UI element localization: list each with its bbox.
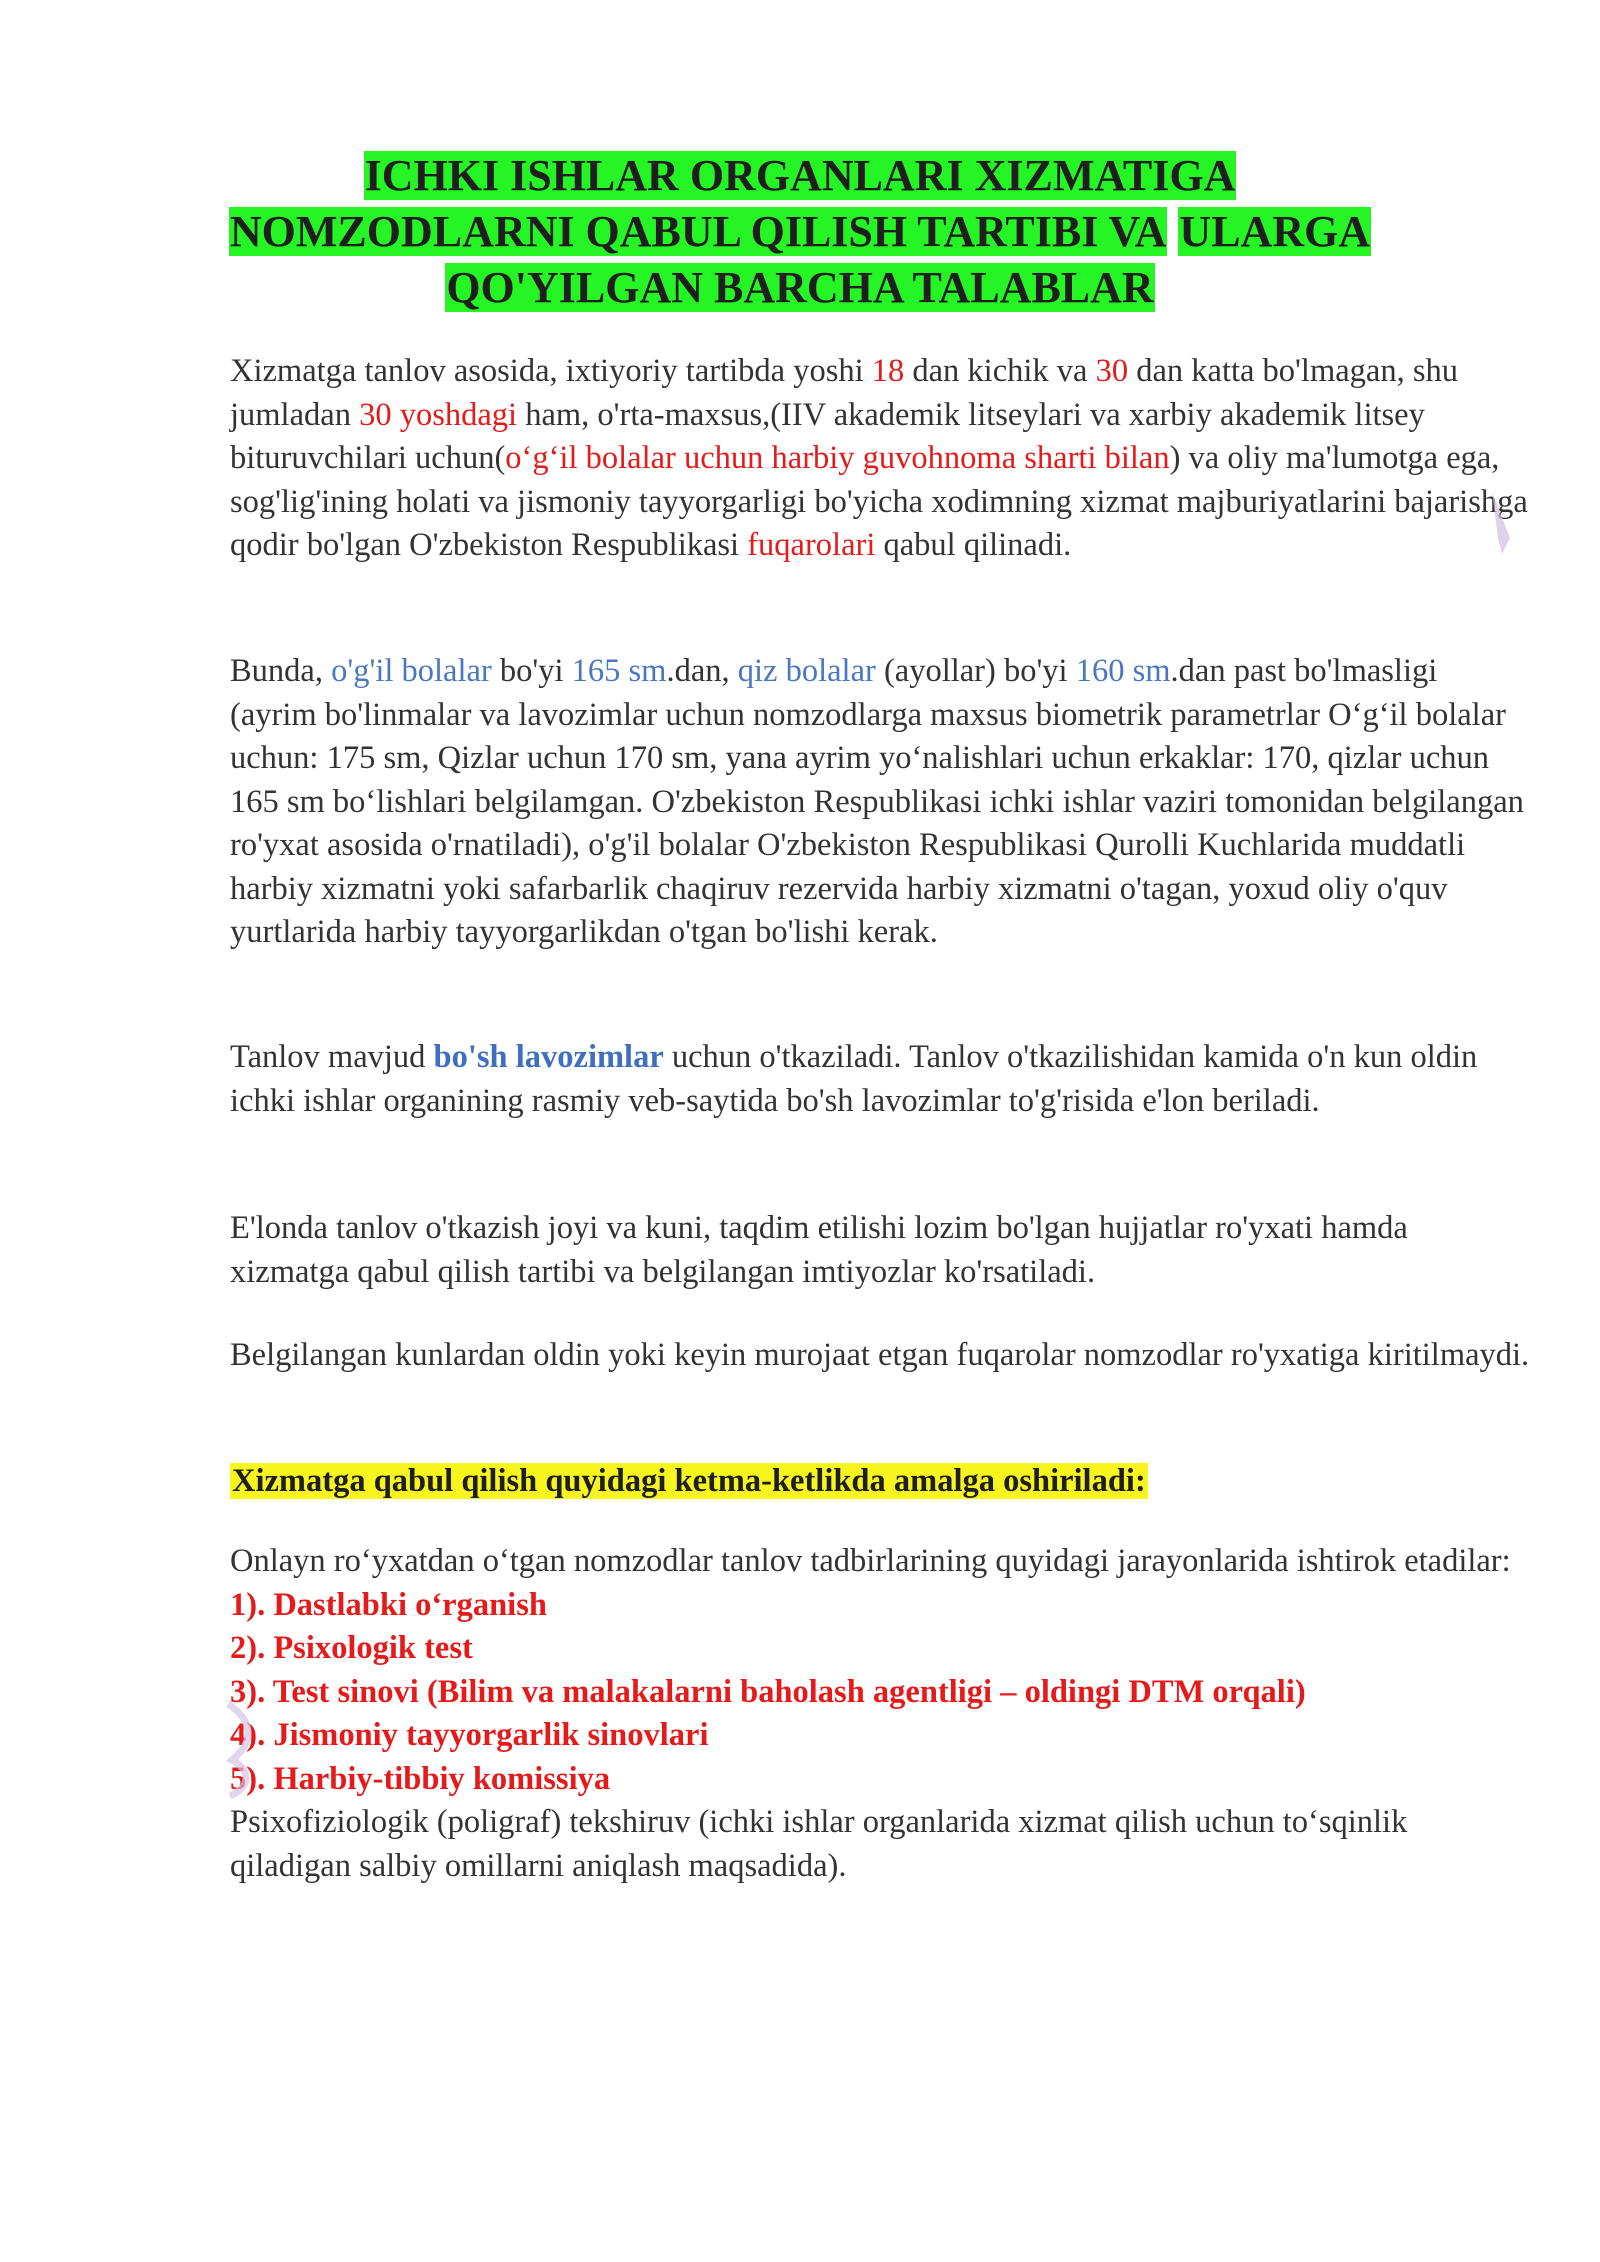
paragraph-announcement	[230, 1207, 1530, 1294]
age-inclusive: 30 yoshdagi	[359, 396, 518, 433]
text-run: uchun o'tkaziladi. Tanlov o'tkazilishidan kamida o'n kun oldin ichki ishlar organining rasmiy veb-saytida bo'sh lavozimlar to'g'risida e'lon beriladi.	[230, 1039, 1478, 1119]
text-run: E'londa tanlov o'tkazish joyi va kuni, taqdim etilishi lozim bo'lgan hujjatlar ro'yxati hamda xizmatga qabul qilish tartibi va belgilangan imtiyozlar ko'rsatiladi.	[230, 1210, 1408, 1290]
title-line-2b: ULARGA	[1179, 207, 1371, 256]
text-run: dan katta bo'lmagan, shu jumladan	[230, 353, 1458, 433]
paragraph-deadline	[230, 1334, 1530, 1378]
citizens-term: fuqarolari	[747, 527, 876, 563]
text-run: ham, o'rta-maxsus,(IIV akademik litseylari va xarbiy akademik litsey bituruvchilari uchun(	[230, 396, 1425, 476]
text-run: .dan past bo'lmasligi (ayrim bo'linmalar va lavozimlar uchun nomzodlarga maxsus biometrik parametrlar O‘g‘il bolalar uchun: 175 sm, Qizlar uchun 170 sm, yana ayrim yo‘nalishlari uchun erkaklar: 170, qizlar uchun 165 sm bo‘lishlari belgilamgan. O'zbekiston Respublikasi ichki ishlar vaziri tomonidan belgilangan ro'yxat asosida o'rnatiladi), o'g'il bolalar O'zbekiston Respublikasi Qurolli Kuchlarida muddatli harbiy xizmatni yoki safarbarlik chaqiruv rezervida harbiy xizmatni o'tagan, yoxud oliy o'quv yurtlarida harbiy tayyorgarlikdan o'tgan bo'lishi kerak.	[230, 653, 1524, 950]
text-run: (ayollar) bo'yi	[875, 653, 1076, 689]
military-condition: o‘g‘il bolalar uchun harbiy guvohnoma sharti bilan	[505, 440, 1170, 476]
text-run: Tanlov mavjud	[230, 1039, 434, 1075]
girls-height: 160 sm	[1075, 653, 1171, 689]
step-item: 3). Test sinovi (Bilim va malakalarni baholash agentligi – oldingi DTM orqali)	[230, 1673, 1306, 1710]
boys-height: 165 sm	[571, 653, 667, 689]
age-min: 18	[871, 353, 905, 389]
boys-term: o'g'il bolalar	[331, 653, 492, 689]
text-run: Xizmatga tanlov asosida, ixtiyoriy tartibda yoshi	[230, 353, 872, 389]
girls-term: qiz bolalar	[737, 653, 876, 689]
step-item: 4). Jismoniy tayyorgarlik sinovlari	[230, 1717, 709, 1753]
steps-intro: Onlayn ro‘yxatdan o‘tgan nomzodlar tanlov tadbirlarining quyidagi jarayonlarida ishtirok etadilar:	[230, 1543, 1511, 1579]
age-max: 30	[1095, 353, 1129, 389]
vacancies-term: bo'sh lavozimlar	[433, 1039, 664, 1075]
paragraph-eligibility	[230, 350, 1530, 568]
page-title	[150, 148, 1450, 316]
step-item: 2). Psixologik test	[230, 1630, 473, 1666]
text-run: Bunda,	[230, 653, 332, 689]
title-line-3: QO'YILGAN BARCHA TALABLAR	[446, 263, 1154, 312]
text-run: dan kichik va	[904, 353, 1096, 389]
section-heading-text: Xizmatga qabul qilish quyidagi ketma-ketlikda amalga oshiriladi:	[232, 1463, 1146, 1499]
steps-outro: Psixofiziologik (poligraf) tekshiruv (ichki ishlar organlarida xizmat qilish uchun to‘sqinlik qiladigan salbiy omillarni aniqlash maqsadida).	[230, 1804, 1408, 1884]
section-heading	[230, 1460, 1530, 1504]
paragraph-steps	[230, 1540, 1530, 1888]
text-run: .dan,	[666, 653, 738, 689]
step-item: 5). Harbiy-tibbiy komissiya	[230, 1760, 611, 1797]
title-line-2a: NOMZODLARNI QABUL QILISH TARTIBI VA	[229, 207, 1167, 256]
paragraph-vacancies	[230, 1036, 1530, 1123]
watermark-mark-icon	[222, 1700, 262, 1800]
text-run: bo'yi	[491, 653, 572, 689]
text-run: ) va oliy ma'lumotga ega, sog'lig'ining holati va jismoniy tayyorgarligi bo'yicha xodimning xizmat majburiyatlarini bajarishga qodir bo'lgan O'zbekiston Respublikasi	[230, 440, 1528, 563]
text-run: Belgilangan kunlardan oldin yoki keyin murojaat etgan fuqarolar nomzodlar ro'yxatiga kiritilmaydi.	[230, 1337, 1530, 1373]
step-item: 1). Dastlabki o‘rganish	[230, 1586, 547, 1623]
watermark-mark-icon	[1488, 488, 1514, 558]
title-line-1: ICHKI ISHLAR ORGANLARI XIZMATIGA	[364, 151, 1236, 200]
paragraph-height-requirements	[230, 650, 1530, 955]
text-run: qabul qilinadi.	[875, 527, 1072, 563]
